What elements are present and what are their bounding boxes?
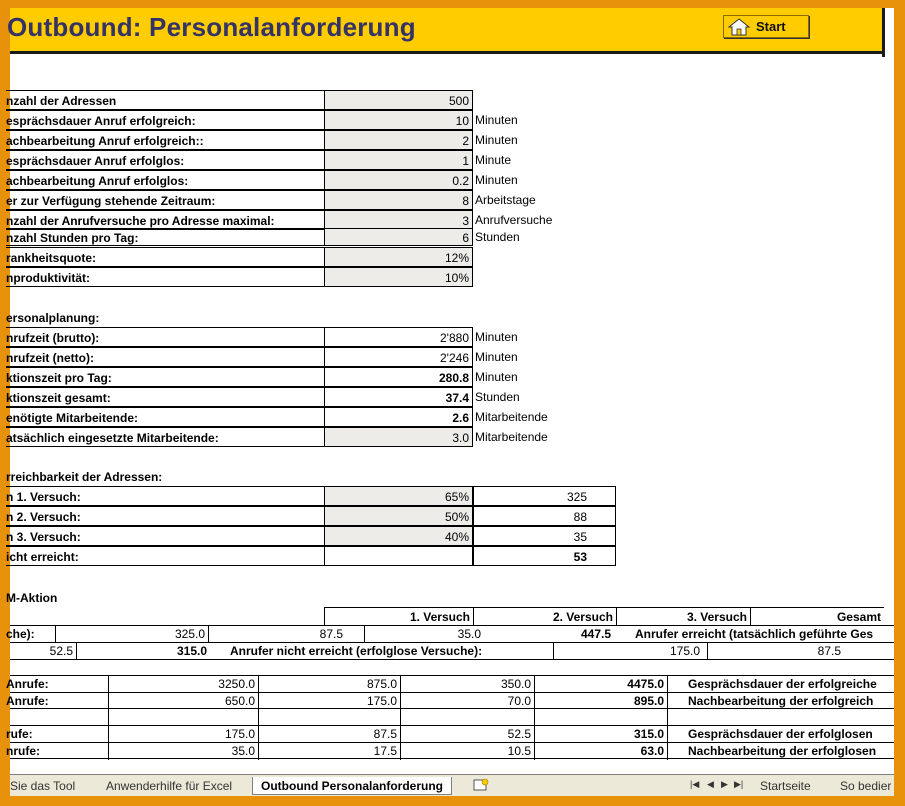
dm-row-v1: 3250.0 bbox=[108, 676, 258, 693]
input-label: rankheitsquote: bbox=[6, 247, 324, 267]
dm-row-v3: 10.5 bbox=[400, 743, 534, 760]
dm-header-2: 2. Versuch bbox=[473, 607, 616, 625]
dm-glitch-v2: 87.5 bbox=[208, 626, 346, 643]
input-unit: Anrufversuche bbox=[475, 213, 553, 227]
input-label: nproduktivität: bbox=[6, 267, 324, 287]
planning-value: 37.4 bbox=[324, 387, 473, 407]
planning-label: enötigte Mitarbeitende: bbox=[6, 407, 324, 427]
planning-label: atsächlich eingesetzte Mitarbeitende: bbox=[6, 427, 324, 447]
input-value[interactable]: 12% bbox=[324, 247, 473, 267]
dm-row-v1: 650.0 bbox=[108, 693, 258, 710]
dm-row-v2: 87.5 bbox=[258, 726, 400, 743]
input-row bbox=[6, 190, 894, 210]
dm-row-text: Gesprächsdauer der erfolglosen bbox=[688, 727, 873, 741]
input-label: er zur Verfügung stehende Zeitraum: bbox=[6, 190, 324, 210]
input-unit: Arbeitstage bbox=[475, 193, 536, 207]
dm-glitch-row-1 bbox=[6, 625, 894, 642]
dm-header-total: Gesamt bbox=[750, 607, 884, 625]
input-value[interactable]: 1 bbox=[324, 150, 473, 170]
reach-title: rreichbarkeit der Adressen: bbox=[6, 470, 163, 484]
planning-title-row bbox=[6, 308, 894, 328]
planning-label: ktionszeit gesamt: bbox=[6, 387, 324, 407]
input-row bbox=[6, 267, 894, 287]
last-sheet-icon[interactable]: ▶| bbox=[734, 779, 744, 789]
input-label: achbearbeitung Anruf erfolgreich:: bbox=[6, 130, 324, 150]
planning-title: ersonalplanung: bbox=[6, 311, 100, 325]
dm-spacer-row bbox=[10, 709, 894, 725]
prev-sheet-icon[interactable]: ◀ bbox=[707, 779, 714, 789]
reach-count: 88 bbox=[473, 506, 616, 526]
planning-row bbox=[6, 367, 894, 387]
input-row bbox=[6, 210, 894, 230]
tab-so-bedienen[interactable]: So bedier bbox=[840, 779, 892, 793]
planning-value: 280.8 bbox=[324, 367, 473, 387]
dm-row-v3: 52.5 bbox=[400, 726, 534, 743]
input-unit: Minuten bbox=[475, 173, 518, 187]
input-value[interactable]: 8 bbox=[324, 190, 473, 210]
tab-anwenderhilfe[interactable]: Anwenderhilfe für Excel bbox=[106, 779, 233, 793]
dm-glitch-v1: 325.0 bbox=[55, 626, 208, 643]
reach-row bbox=[6, 526, 894, 546]
header-bar bbox=[7, 8, 884, 54]
dm-row bbox=[6, 742, 894, 759]
dm-glitch-label: che): bbox=[6, 627, 35, 641]
next-sheet-icon[interactable]: ▶ bbox=[721, 779, 728, 789]
home-icon bbox=[728, 18, 750, 36]
dm-row-v3: 70.0 bbox=[400, 693, 534, 710]
reach-pct bbox=[324, 546, 473, 566]
dm-glitch2-v1: 52.5 bbox=[49, 644, 73, 658]
page-title: Outbound: Personalanforderung bbox=[7, 12, 416, 42]
input-row bbox=[6, 90, 894, 110]
input-row bbox=[6, 130, 894, 150]
planning-row bbox=[6, 387, 894, 407]
input-row bbox=[6, 170, 894, 190]
reach-title-row bbox=[6, 467, 894, 487]
planning-unit: Mitarbeitende bbox=[475, 410, 548, 424]
dm-row-text: Gesprächsdauer der erfolgreiche bbox=[688, 677, 877, 691]
dm-row-v2: 875.0 bbox=[258, 676, 400, 693]
input-unit: Minute bbox=[475, 153, 512, 167]
dm-glitch-v4: 447.5 bbox=[580, 627, 611, 641]
dm-empty-cell bbox=[258, 709, 400, 725]
input-value[interactable]: 3 bbox=[324, 210, 473, 230]
input-row bbox=[6, 110, 894, 130]
reach-count: 35 bbox=[473, 526, 616, 546]
input-value[interactable]: 10 bbox=[324, 110, 473, 130]
input-unit bbox=[475, 247, 625, 267]
tab-startseite[interactable]: Startseite bbox=[760, 779, 811, 793]
dm-title-row bbox=[6, 588, 894, 608]
start-button[interactable] bbox=[723, 15, 809, 38]
reach-row bbox=[6, 486, 894, 506]
start-label: Start bbox=[756, 19, 786, 34]
planning-row bbox=[6, 327, 894, 347]
dm-row bbox=[6, 675, 894, 692]
input-label: esprächsdauer Anruf erfolglos: bbox=[6, 150, 324, 170]
first-sheet-icon[interactable]: |◀ bbox=[690, 779, 700, 789]
dm-row-v1: 35.0 bbox=[108, 743, 258, 760]
planning-label: ktionszeit pro Tag: bbox=[6, 367, 324, 387]
dm-glitch2-v3: 175.0 bbox=[553, 643, 703, 660]
dm-row-text: Nachbearbeitung der erfolglosen bbox=[688, 744, 877, 758]
dm-row-v1: 175.0 bbox=[108, 726, 258, 743]
dm-empty-cell bbox=[108, 709, 258, 725]
input-label: achbearbeitung Anruf erfolglos: bbox=[6, 170, 324, 190]
input-row bbox=[6, 247, 894, 267]
dm-row-total: 895.0 bbox=[534, 693, 668, 710]
input-row bbox=[6, 150, 894, 170]
planning-label: nrufzeit (netto): bbox=[6, 347, 324, 367]
planning-label: nrufzeit (brutto): bbox=[6, 327, 324, 347]
dm-row-total: 315.0 bbox=[534, 726, 668, 743]
input-value[interactable]: 0.2 bbox=[324, 170, 473, 190]
new-sheet-icon[interactable] bbox=[472, 778, 490, 792]
planning-row bbox=[6, 347, 894, 367]
dm-empty-cell bbox=[400, 709, 534, 725]
planning-unit: Minuten bbox=[475, 350, 518, 364]
input-value[interactable]: 2 bbox=[324, 130, 473, 150]
dm-header-3: 3. Versuch bbox=[616, 607, 750, 625]
planning-value: 2.6 bbox=[324, 407, 473, 427]
spreadsheet-window bbox=[6, 8, 894, 796]
dm-row bbox=[6, 692, 894, 709]
planning-row bbox=[6, 407, 894, 427]
dm-row-total: 63.0 bbox=[534, 743, 668, 760]
planning-unit: Minuten bbox=[475, 370, 518, 384]
input-value[interactable]: 6 bbox=[324, 228, 473, 246]
planning-unit: Minuten bbox=[475, 330, 518, 344]
planning-value: 2'880 bbox=[324, 327, 473, 347]
dm-row-v3: 350.0 bbox=[400, 676, 534, 693]
input-value[interactable]: 10% bbox=[324, 267, 473, 287]
reach-row bbox=[6, 546, 894, 566]
dm-row-label: nrufe: bbox=[6, 744, 40, 758]
dm-row-label: Anrufe: bbox=[6, 694, 49, 708]
sheet-tab-bar bbox=[10, 774, 894, 796]
dm-glitch-v3: 35.0 bbox=[364, 626, 484, 643]
input-label: esprächsdauer Anruf erfolgreich: bbox=[6, 110, 324, 130]
input-label: nzahl Stunden pro Tag: bbox=[6, 228, 324, 246]
reach-label: icht erreicht: bbox=[6, 546, 324, 566]
tab-outbound-personalanforderung[interactable]: Outbound Personalanforderung bbox=[252, 777, 452, 795]
reach-label: n 3. Versuch: bbox=[6, 526, 324, 546]
dm-glitch2-v4: 87.5 bbox=[707, 643, 844, 660]
dm-glitch-text: Anrufer erreicht (tatsächlich geführte Ges bbox=[635, 627, 874, 641]
dm-header-1: 1. Versuch bbox=[324, 607, 473, 625]
dm-row-v2: 17.5 bbox=[258, 743, 400, 760]
input-unit: Minuten bbox=[475, 113, 518, 127]
planning-unit: Stunden bbox=[475, 390, 520, 404]
input-label: nzahl der Adressen bbox=[6, 90, 324, 110]
dm-glitch2-text: Anrufer nicht erreicht (erfolglose Versuche): bbox=[230, 644, 483, 658]
dm-row-total: 4475.0 bbox=[534, 676, 668, 693]
reach-label: n 1. Versuch: bbox=[6, 486, 324, 506]
input-unit: Stunden bbox=[475, 230, 520, 244]
dm-row-label: rufe: bbox=[6, 727, 33, 741]
reach-label: n 2. Versuch: bbox=[6, 506, 324, 526]
input-value[interactable]: 500 bbox=[324, 90, 473, 110]
dm-header-row bbox=[10, 607, 894, 625]
reach-pct[interactable]: 40% bbox=[324, 526, 473, 546]
dm-row-label: Anrufe: bbox=[6, 677, 49, 691]
dm-row bbox=[6, 725, 894, 742]
dm-row-v2: 175.0 bbox=[258, 693, 400, 710]
dm-empty-cell bbox=[534, 709, 668, 725]
dm-glitch2-v2: 315.0 bbox=[76, 643, 210, 660]
reach-pct[interactable]: 65% bbox=[324, 486, 473, 506]
dm-row-text: Nachbearbeitung der erfolgreich bbox=[688, 694, 874, 708]
input-unit bbox=[475, 90, 625, 110]
planning-value: 2'246 bbox=[324, 347, 473, 367]
reach-count: 325 bbox=[473, 486, 616, 506]
input-unit: Minuten bbox=[475, 133, 518, 147]
dm-title: M-Aktion bbox=[6, 591, 58, 605]
input-unit bbox=[475, 267, 625, 287]
reach-count: 53 bbox=[473, 546, 616, 566]
reach-row bbox=[6, 506, 894, 526]
reach-pct[interactable]: 50% bbox=[324, 506, 473, 526]
planning-unit: Mitarbeitende bbox=[475, 430, 548, 444]
dm-glitch-row-2 bbox=[10, 642, 894, 660]
planning-row bbox=[6, 427, 894, 447]
input-label: nzahl der Anrufversuche pro Adresse maximal: bbox=[6, 210, 324, 230]
planning-value[interactable]: 3.0 bbox=[324, 427, 473, 447]
tab-sie-das-tool[interactable]: Sie das Tool bbox=[10, 779, 76, 793]
input-row bbox=[6, 228, 894, 246]
header-edge bbox=[882, 8, 885, 57]
